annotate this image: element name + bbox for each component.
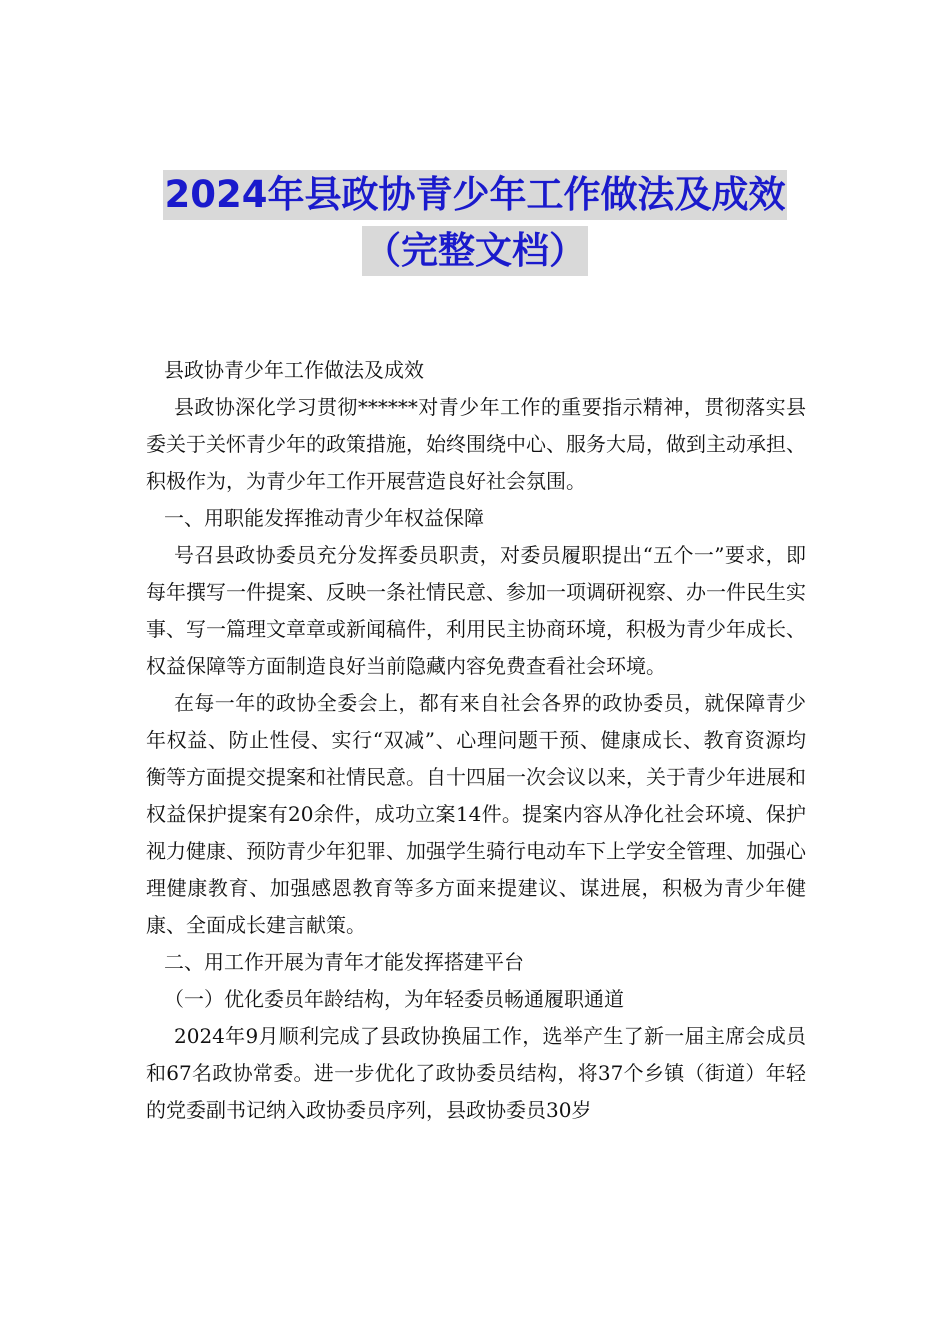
subsection-heading: （一）优化委员年龄结构，为年轻委员畅通履职通道 [164,987,624,1011]
document-body [146,352,806,1129]
title-line-1: 2024年县政协青少年工作做法及成效 [163,170,788,220]
body-paragraph: 2024年9月顺利完成了县政协换届工作，选举产生了新一届主席会成员和67名政协常委。进一步优化了政协委员结构，将37个乡镇（街道）年轻的党委副书记纳入政协委员序列，县政协委员30岁 [146,1024,806,1122]
document-title [0,170,950,282]
section-heading: 一、用职能发挥推动青少年权益保障 [164,506,484,530]
title-line-2: （完整文档） [362,226,588,276]
section-heading: 二、用工作开展为青年才能发挥搭建平台 [164,950,524,974]
body-paragraph: 县政协深化学习贯彻******对青少年工作的重要指示精神，贯彻落实县委关于关怀青少年的政策措施，始终围绕中心、服务大局，做到主动承担、积极作为，为青少年工作开展营造良好社会氛围。 [146,395,806,493]
body-paragraph: 号召县政协委员充分发挥委员职责，对委员履职提出“五个一”要求，即每年撰写一件提案、反映一条社情民意、参加一项调研视察、办一件民生实事、写一篇理文章章或新闻稿件，利用民主协商环境，积极为青少年成长、权益保障等方面制造良好当前隐藏内容免费查看社会环境。 [146,543,806,678]
body-paragraph: 在每一年的政协全委会上，都有来自社会各界的政协委员，就保障青少年权益、防止性侵、实行“双减”、心理问题干预、健康成长、教育资源均衡等方面提交提案和社情民意。自十四届一次会议以来，关于青少年进展和权益保护提案有20余件，成功立案14件。提案内容从净化社会环境、保护视力健康、预防青少年犯罪、加强学生骑行电动车下上学安全管理、加强心理健康教育、加强感恩教育等多方面来提建议、谋进展，积极为青少年健康、全面成长建言献策。 [146,691,806,937]
subtitle-paragraph: 县政协青少年工作做法及成效 [164,358,424,382]
